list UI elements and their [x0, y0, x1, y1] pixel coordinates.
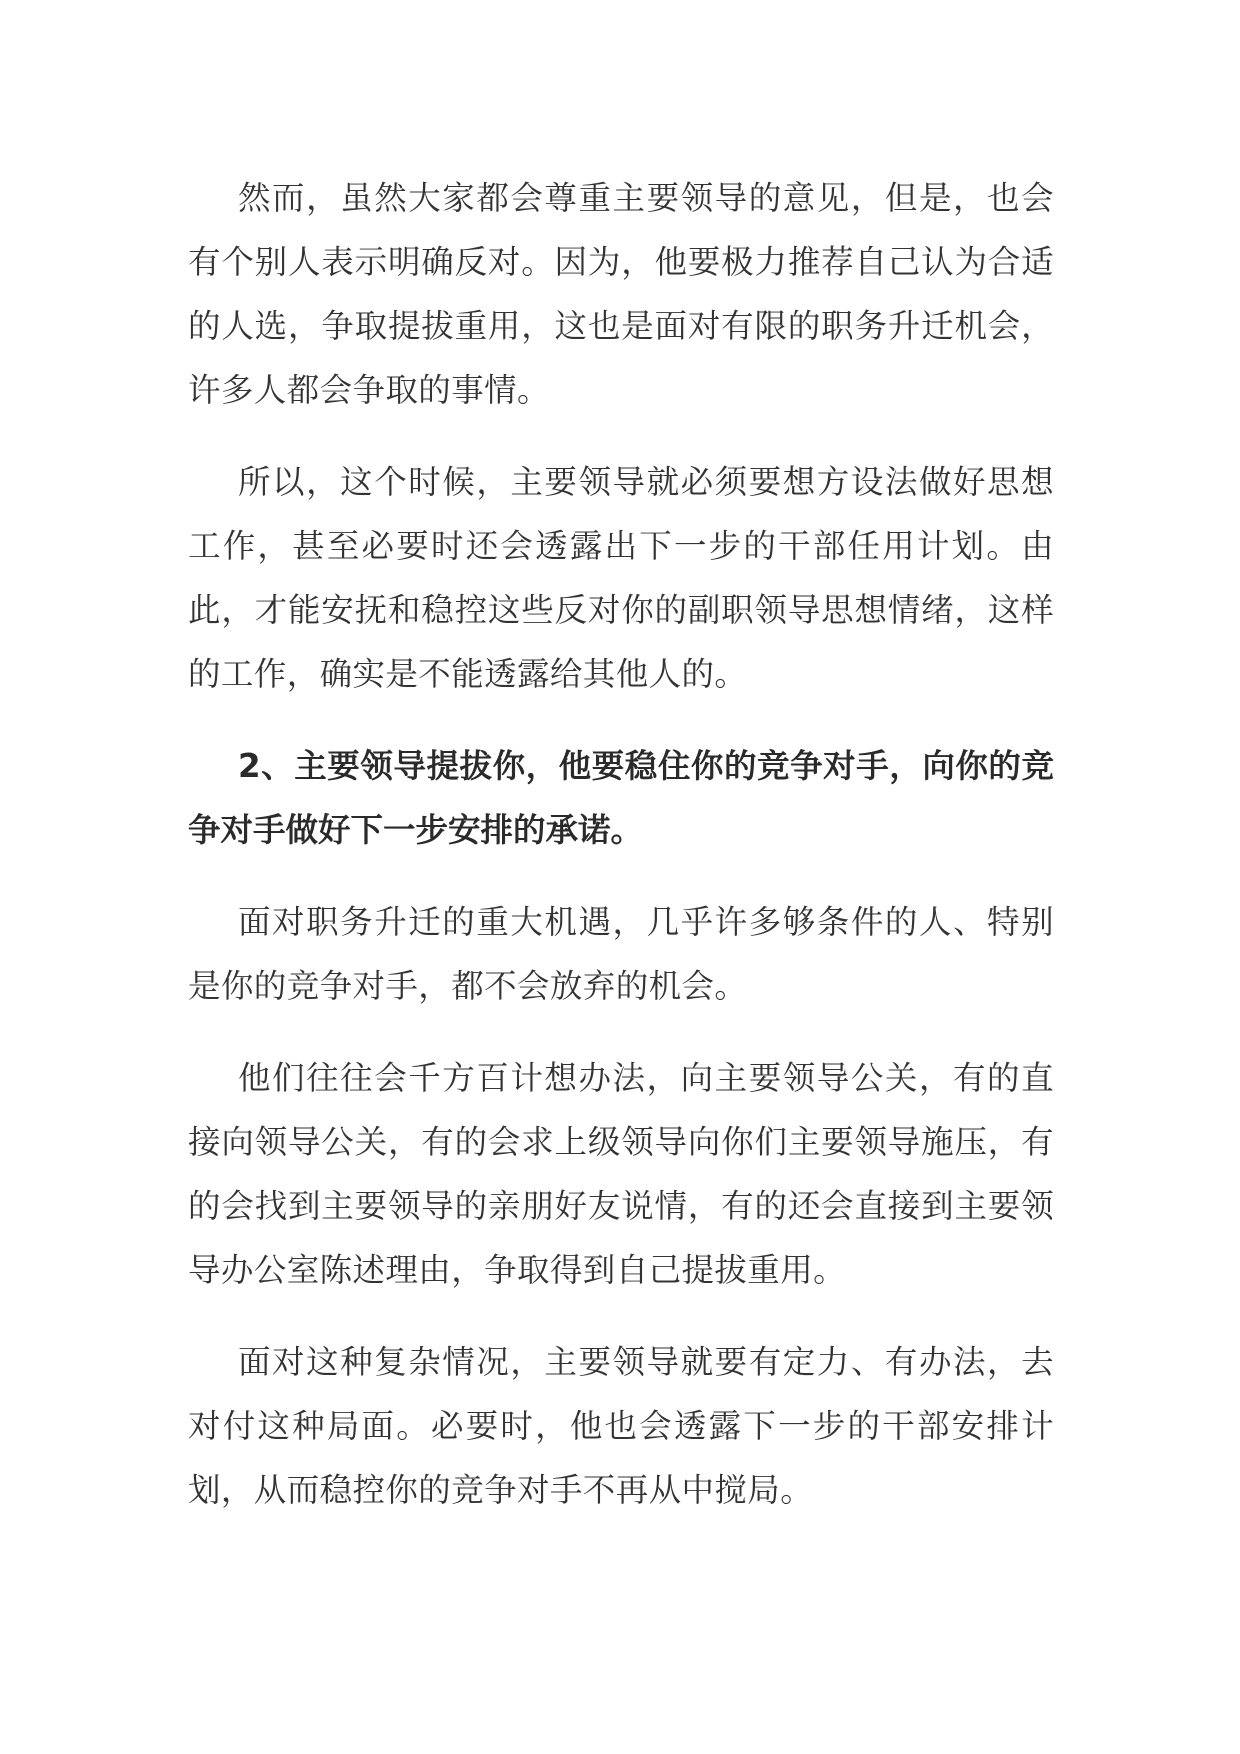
paragraph-5: 面对这种复杂情况，主要领导就要有定力、有办法，去对付这种局面。必要时，他也会透露下一步的干部安排计划，从而稳控你的竞争对手不再从中搅局。: [188, 1343, 1054, 1509]
paragraph-2: 所以，这个时候，主要领导就必须要想方设法做好思想工作，甚至必要时还会透露出下一步的干部任用计划。由此，才能安抚和稳控这些反对你的副职领导思想情绪，这样的工作，确实是不能透露给其他人的。: [188, 463, 1054, 693]
paragraph-3: 面对职务升迁的重大机遇，几乎许多够条件的人、特别是你的竞争对手，都不会放弃的机会。: [188, 903, 1054, 1005]
document-body: [188, 166, 1054, 1550]
paragraph-4: 他们往往会千方百计想办法，向主要领导公关，有的直接向领导公关，有的会求上级领导向你们主要领导施压，有的会找到主要领导的亲朋好友说情，有的还会直接到主要领导办公室陈述理由，争取得到自己提拔重用。: [188, 1059, 1054, 1289]
paragraph-1: 然而，虽然大家都会尊重主要领导的意见，但是，也会有个别人表示明确反对。因为，他要极力推荐自己认为合适的人选，争取提拔重用，这也是面对有限的职务升迁机会，许多人都会争取的事情。: [188, 179, 1054, 409]
section-heading: 2、主要领导提拔你，他要稳住你的竞争对手，向你的竞争对手做好下一步安排的承诺。: [188, 747, 1054, 849]
